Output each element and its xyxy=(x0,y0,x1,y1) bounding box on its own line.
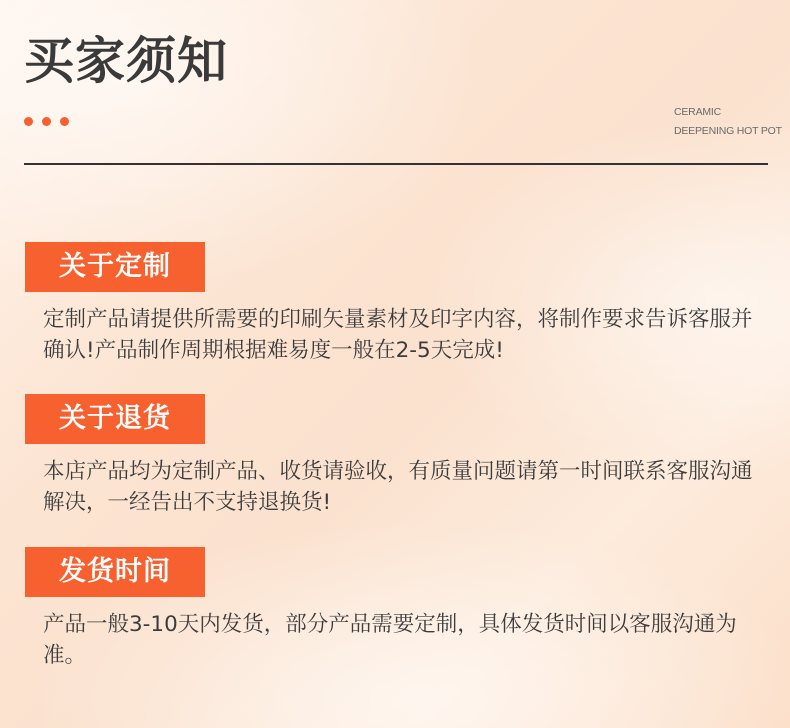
page-title: 买家须知 xyxy=(24,32,228,90)
section-label-shipping-time: 发货时间 xyxy=(25,547,205,597)
dot-icon xyxy=(24,117,33,126)
dot-icon xyxy=(60,117,69,126)
section-text-customization: 定制产品请提供所需要的印刷矢量素材及印字内容，将制作要求告诉客服并确认!产品制作周期根据难易度一般在2-5天完成! xyxy=(43,307,753,363)
section-label-returns: 关于退货 xyxy=(25,394,205,444)
english-caption xyxy=(674,103,782,141)
header-divider xyxy=(24,163,768,165)
dot-icon xyxy=(42,117,51,126)
english-caption-line-2: DEEPENING HOT POT xyxy=(674,125,782,137)
english-caption-line-1: CERAMIC xyxy=(674,106,722,118)
section-label-customization: 关于定制 xyxy=(25,242,205,292)
decorative-dots xyxy=(24,117,69,126)
section-text-returns: 本店产品均为定制产品、收货请验收，有质量问题请第一时间联系客服沟通解决，一经告出不支持退换货! xyxy=(43,459,753,515)
section-text-shipping-time: 产品一般3-10天内发货，部分产品需要定制，具体发货时间以客服沟通为准。 xyxy=(43,612,737,668)
